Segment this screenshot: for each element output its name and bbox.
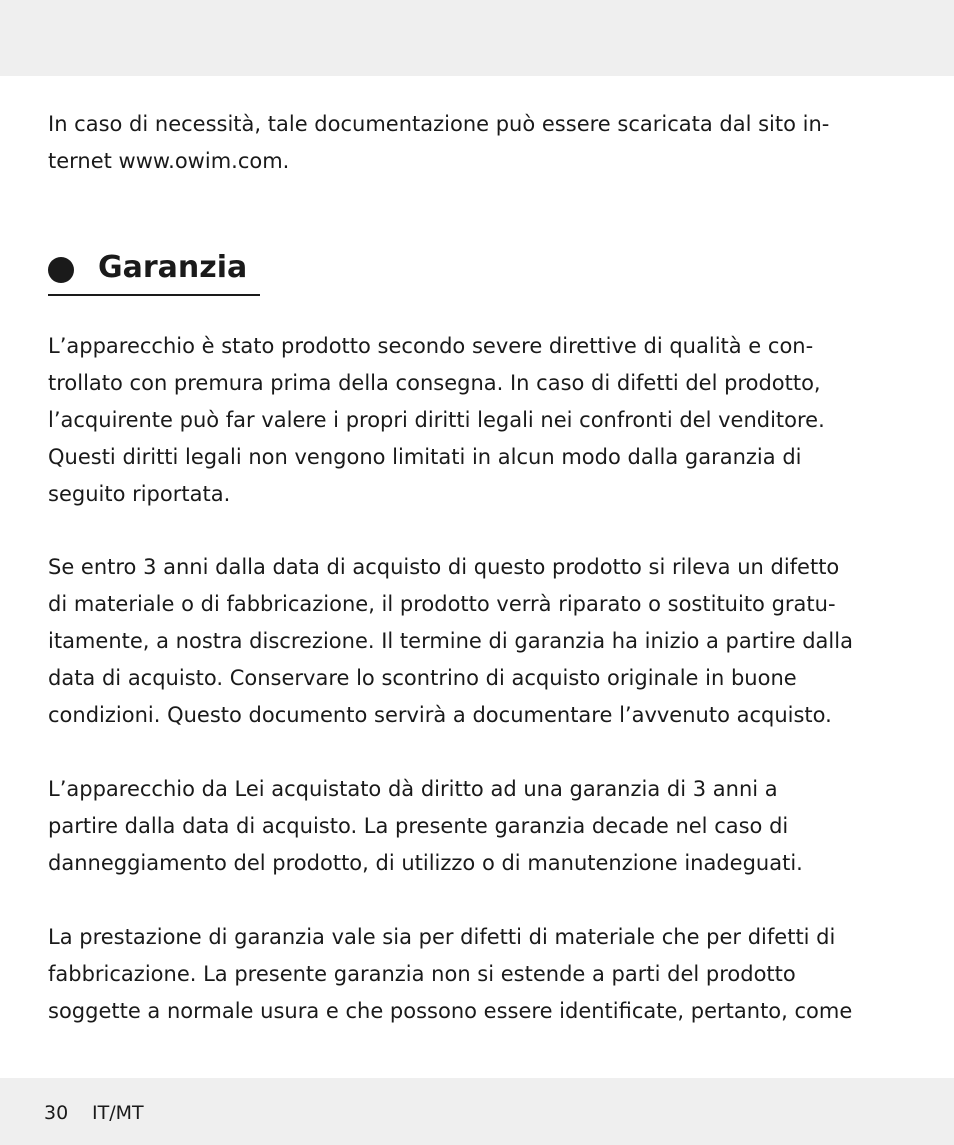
paragraph-quality — [48, 328, 918, 513]
text-line: In caso di necessità, tale documentazione può essere scaricata dal sito in- — [48, 112, 830, 136]
text-line: fabbricazione. La presente garanzia non si estende a parti del prodotto — [48, 962, 796, 986]
section-heading — [48, 248, 260, 296]
header-band — [0, 0, 954, 76]
paragraph-warranty-terms — [48, 549, 918, 734]
text-line: ternet www.owim.com. — [48, 149, 290, 173]
text-line: partire dalla data di acquisto. La presente garanzia decade nel caso di — [48, 814, 789, 838]
bullet-icon — [48, 257, 74, 283]
text-line: La prestazione di garanzia vale sia per difetti di materiale che per difetti di — [48, 925, 836, 949]
intro-paragraph — [48, 106, 918, 180]
text-line: Se entro 3 anni dalla data di acquisto di questo prodotto si rileva un difetto — [48, 555, 840, 579]
text-line: L’apparecchio da Lei acquistato dà diritto ad una garanzia di 3 anni a — [48, 777, 778, 801]
text-line: data di acquisto. Conservare lo scontrino di acquisto originale in buone — [48, 666, 797, 690]
paragraph-warranty-duration — [48, 771, 918, 882]
text-line: condizioni. Questo documento servirà a documentare l’avvenuto acquisto. — [48, 703, 832, 727]
text-line: di materiale o di fabbricazione, il prodotto verrà riparato o sostituito gratu- — [48, 592, 836, 616]
text-line: seguito riportata. — [48, 482, 231, 506]
section-title: Garanzia — [98, 250, 248, 285]
text-line: trollato con premura prima della consegna. In caso di difetti del prodotto, — [48, 371, 821, 395]
text-line: L’apparecchio è stato prodotto secondo severe direttive di qualità e con- — [48, 334, 814, 358]
text-line: itamente, a nostra discrezione. Il termine di garanzia ha inizio a partire dalla — [48, 629, 853, 653]
page-number: 30 — [44, 1102, 69, 1124]
text-line: soggette a normale usura e che possono essere identificate, pertanto, come — [48, 999, 853, 1023]
language-code: IT/MT — [92, 1102, 144, 1124]
text-line: l’acquirente può far valere i propri diritti legali nei confronti del venditore. — [48, 408, 825, 432]
text-line: Questi diritti legali non vengono limitati in alcun modo dalla garanzia di — [48, 445, 802, 469]
paragraph-warranty-scope — [48, 919, 918, 1030]
text-line: danneggiamento del prodotto, di utilizzo o di manutenzione inadeguati. — [48, 851, 803, 875]
